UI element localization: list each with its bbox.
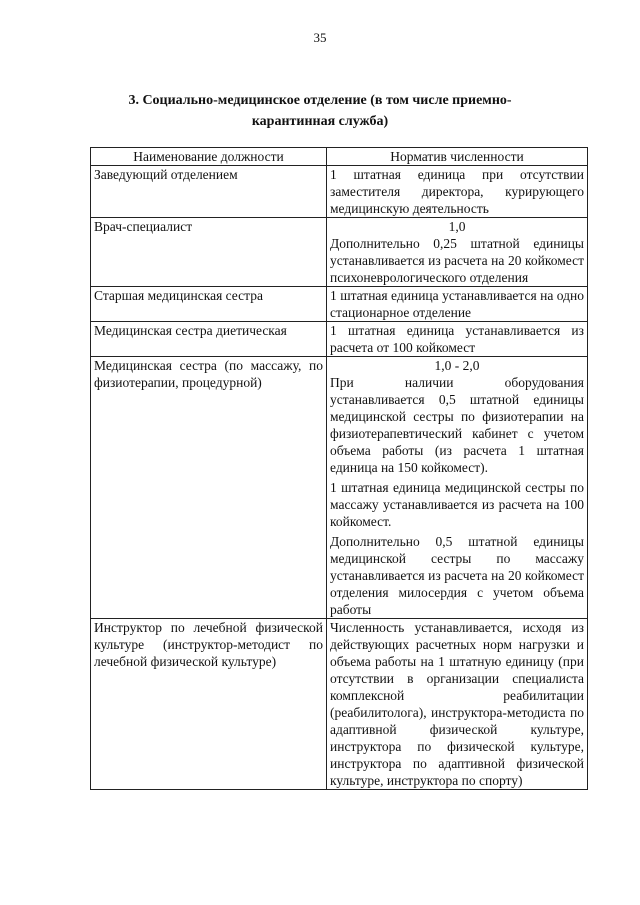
column-header-position: Наименование должности: [91, 148, 327, 166]
position-cell: Заведующий отделением: [91, 166, 327, 218]
norm-text: 1 штатная единица устанавливается из расчета от 100 койкомест: [330, 323, 584, 355]
norm-cell: [327, 287, 588, 322]
table-row: [91, 166, 588, 218]
norm-value: 1,0: [448, 219, 466, 234]
page-number: 35: [313, 30, 327, 45]
norm-text: 1 штатная единица при отсутствии заместителя директора, курирующего медицинскую деятельность: [330, 167, 584, 216]
table-row: [91, 619, 588, 790]
norm-text: При наличии оборудования устанавливается 0,5 штатной единицы медицинской сестры по физиотерапии на физиотерапевтический кабинет с учетом объема работы (из расчета 1 штатная единица на 150 койкомест).: [330, 375, 584, 475]
norm-cell: [327, 166, 588, 218]
section-title: 3. Социально-медицинское отделение (в том числе приемно-карантинная служба): [128, 93, 512, 129]
table-row: [91, 357, 588, 619]
norm-text: Дополнительно 0,25 штатной единицы устанавливается из расчета на 20 койкомест психоневрологического отделения: [330, 236, 584, 285]
staffing-table: [90, 147, 588, 790]
position-cell: Инструктор по лечебной физической культуре (инструктор-методист по лечебной физической культуре): [91, 619, 327, 790]
norm-text: Дополнительно 0,5 штатной единицы медицинской сестры по массажу устанавливается из расчета на 20 койкомест отделения милосердия с учетом объема работы: [330, 534, 584, 617]
table-header-row: [91, 148, 588, 166]
norm-cell: [327, 619, 588, 790]
table-row: [91, 218, 588, 287]
norm-text: 1 штатная единица медицинской сестры по массажу устанавливается из расчета на 100 койкомест.: [330, 480, 584, 529]
norm-text: Численность устанавливается, исходя из действующих расчетных норм нагрузки и объема работы на 1 штатную единицу (при отсутствии в организации специалиста комплексной реабилитации (реабилитолога), инструктора-методиста по адаптивной физической культуре, инструктора по физической культуре, инструктора по адаптивной физической культуре, инструктора по спорту): [330, 620, 584, 788]
position-cell: Медицинская сестра диетическая: [91, 322, 327, 357]
norm-cell: [327, 322, 588, 357]
column-header-norm: Норматив численности: [327, 148, 588, 166]
table-row: [91, 322, 588, 357]
table-row: [91, 287, 588, 322]
position-cell: Медицинская сестра (по массажу, по физиотерапии, процедурной): [91, 357, 327, 619]
norm-value: 1,0 - 2,0: [434, 358, 480, 373]
position-cell: Врач-специалист: [91, 218, 327, 287]
norm-cell: [327, 218, 588, 287]
position-cell: Старшая медицинская сестра: [91, 287, 327, 322]
norm-text: 1 штатная единица устанавливается на одно стационарное отделение: [330, 288, 584, 320]
norm-cell: [327, 357, 588, 619]
